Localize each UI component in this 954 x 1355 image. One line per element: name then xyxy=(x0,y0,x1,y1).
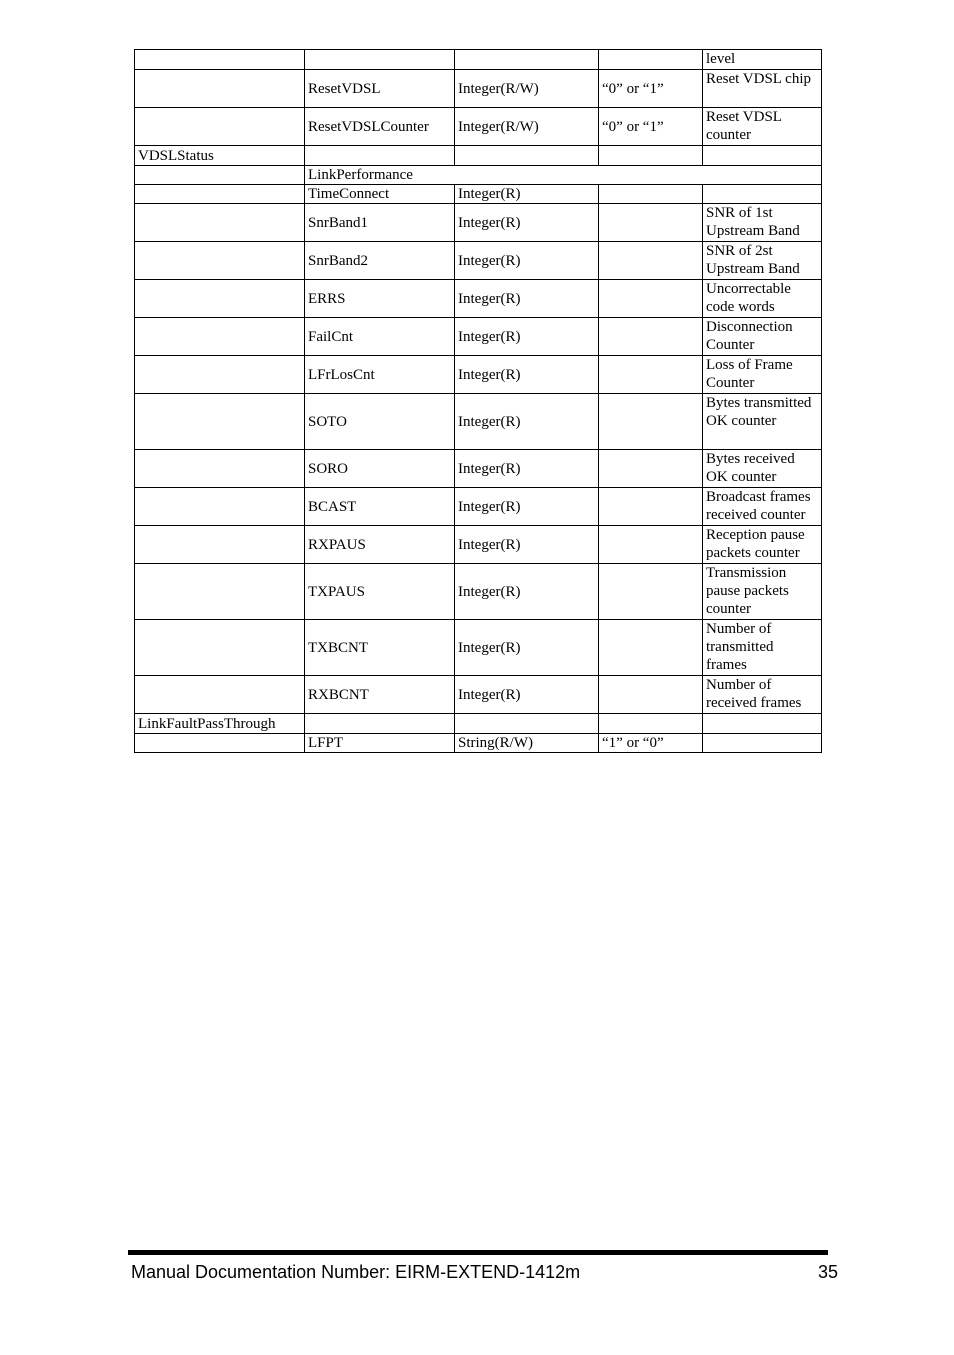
table-row xyxy=(135,734,822,753)
cell-data-type: Integer(R) xyxy=(455,450,599,488)
cell-parameter-group xyxy=(135,185,305,204)
cell-parameter-name: FailCnt xyxy=(305,318,455,356)
cell-value-range xyxy=(599,450,703,488)
cell-data-type: Integer(R/W) xyxy=(455,108,599,146)
cell-value-range: “0” or “1” xyxy=(599,108,703,146)
cell-parameter-name xyxy=(305,714,455,734)
cell-description: Uncorrectable code words xyxy=(703,280,822,318)
table-row xyxy=(135,70,822,108)
cell-value-range: “1” or “0” xyxy=(599,734,703,753)
cell-data-type: Integer(R) xyxy=(455,488,599,526)
table-row xyxy=(135,620,822,676)
cell-data-type: Integer(R) xyxy=(455,318,599,356)
cell-data-type: Integer(R) xyxy=(455,204,599,242)
cell-parameter-name: SnrBand2 xyxy=(305,242,455,280)
cell-data-type: Integer(R) xyxy=(455,394,599,450)
footer-rule xyxy=(128,1250,828,1255)
cell-parameter-group xyxy=(135,488,305,526)
cell-parameter-group xyxy=(135,394,305,450)
cell-description: Bytes transmitted OK counter xyxy=(703,394,822,450)
table-row xyxy=(135,676,822,714)
cell-description: SNR of 1st Upstream Band xyxy=(703,204,822,242)
cell-parameter-name: ResetVDSL xyxy=(305,70,455,108)
table-row xyxy=(135,488,822,526)
cell-description: Reception pause packets counter xyxy=(703,526,822,564)
table-row xyxy=(135,356,822,394)
cell-value-range: “0” or “1” xyxy=(599,70,703,108)
cell-parameter-name: RXBCNT xyxy=(305,676,455,714)
cell-data-type: Integer(R) xyxy=(455,280,599,318)
cell-value-range xyxy=(599,564,703,620)
cell-parameter-group xyxy=(135,620,305,676)
cell-value-range xyxy=(599,204,703,242)
cell-data-type: String(R/W) xyxy=(455,734,599,753)
cell-description xyxy=(703,185,822,204)
cell-parameter-name: LFrLosCnt xyxy=(305,356,455,394)
cell-parameter-group xyxy=(135,450,305,488)
cell-parameter-name xyxy=(305,146,455,166)
parameter-table-body xyxy=(135,50,822,753)
cell-parameter-name: TXBCNT xyxy=(305,620,455,676)
cell-parameter-name: TXPAUS xyxy=(305,564,455,620)
cell-parameter-name: SORO xyxy=(305,450,455,488)
table-row xyxy=(135,450,822,488)
cell-parameter-name: ResetVDSLCounter xyxy=(305,108,455,146)
table-row xyxy=(135,204,822,242)
cell-data-type: Integer(R/W) xyxy=(455,70,599,108)
cell-parameter-name: RXPAUS xyxy=(305,526,455,564)
cell-parameter-name xyxy=(305,50,455,70)
cell-value-range xyxy=(599,526,703,564)
cell-parameter-name: BCAST xyxy=(305,488,455,526)
cell-value-range xyxy=(599,318,703,356)
table-row xyxy=(135,108,822,146)
footer-doc-number: Manual Documentation Number: EIRM-EXTEND-1412m xyxy=(131,1262,581,1282)
cell-data-type: Integer(R) xyxy=(455,676,599,714)
cell-description: SNR of 2st Upstream Band xyxy=(703,242,822,280)
cell-parameter-group xyxy=(135,204,305,242)
cell-data-type: Integer(R) xyxy=(455,620,599,676)
table-row xyxy=(135,526,822,564)
cell-description xyxy=(703,146,822,166)
cell-parameter-name: SnrBand1 xyxy=(305,204,455,242)
cell-parameter-group xyxy=(135,108,305,146)
cell-data-type xyxy=(455,50,599,70)
cell-value-range xyxy=(599,620,703,676)
cell-value-range xyxy=(599,185,703,204)
cell-description: Transmission pause packets counter xyxy=(703,564,822,620)
cell-data-type: Integer(R) xyxy=(455,526,599,564)
cell-parameter-group xyxy=(135,280,305,318)
parameter-table xyxy=(134,49,822,753)
cell-parameter-group xyxy=(135,318,305,356)
cell-description xyxy=(703,734,822,753)
cell-parameter-group xyxy=(135,526,305,564)
cell-value-range xyxy=(599,676,703,714)
cell-data-type: Integer(R) xyxy=(455,242,599,280)
table-row xyxy=(135,146,822,166)
cell-value-range xyxy=(599,280,703,318)
cell-description: Number of transmitted frames xyxy=(703,620,822,676)
cell-parameter-name: LFPT xyxy=(305,734,455,753)
cell-description: Number of received frames xyxy=(703,676,822,714)
cell-description: Bytes received OK counter xyxy=(703,450,822,488)
cell-parameter-name: ERRS xyxy=(305,280,455,318)
cell-value-range xyxy=(599,356,703,394)
cell-value-range xyxy=(599,242,703,280)
cell-value-range xyxy=(599,714,703,734)
table-row xyxy=(135,280,822,318)
cell-description: Reset VDSL chip xyxy=(703,70,822,108)
cell-data-type xyxy=(455,146,599,166)
table-row xyxy=(135,166,822,185)
cell-description: level xyxy=(703,50,822,70)
cell-parameter-group: VDSLStatus xyxy=(135,146,305,166)
cell-parameter-group xyxy=(135,242,305,280)
cell-parameter-name: SOTO xyxy=(305,394,455,450)
cell-data-type: Integer(R) xyxy=(455,356,599,394)
cell-parameter-group xyxy=(135,676,305,714)
cell-description: Loss of Frame Counter xyxy=(703,356,822,394)
page-number: 35 xyxy=(818,1262,839,1282)
cell-description: Broadcast frames received counter xyxy=(703,488,822,526)
cell-parameter-group: LinkFaultPassThrough xyxy=(135,714,305,734)
cell-section-heading: LinkPerformance xyxy=(305,166,822,185)
table-row xyxy=(135,318,822,356)
table-row xyxy=(135,185,822,204)
table-row xyxy=(135,50,822,70)
cell-data-type: Integer(R) xyxy=(455,185,599,204)
cell-parameter-group xyxy=(135,166,305,185)
cell-parameter-group xyxy=(135,564,305,620)
cell-parameter-name: TimeConnect xyxy=(305,185,455,204)
cell-parameter-group xyxy=(135,70,305,108)
cell-description xyxy=(703,714,822,734)
table-row xyxy=(135,242,822,280)
cell-description: Disconnection Counter xyxy=(703,318,822,356)
cell-parameter-group xyxy=(135,356,305,394)
cell-data-type xyxy=(455,714,599,734)
cell-parameter-group xyxy=(135,50,305,70)
cell-value-range xyxy=(599,488,703,526)
table-row xyxy=(135,394,822,450)
cell-description: Reset VDSL counter xyxy=(703,108,822,146)
cell-value-range xyxy=(599,394,703,450)
cell-value-range xyxy=(599,50,703,70)
cell-parameter-group xyxy=(135,734,305,753)
cell-value-range xyxy=(599,146,703,166)
table-row xyxy=(135,564,822,620)
cell-data-type: Integer(R) xyxy=(455,564,599,620)
table-row xyxy=(135,714,822,734)
